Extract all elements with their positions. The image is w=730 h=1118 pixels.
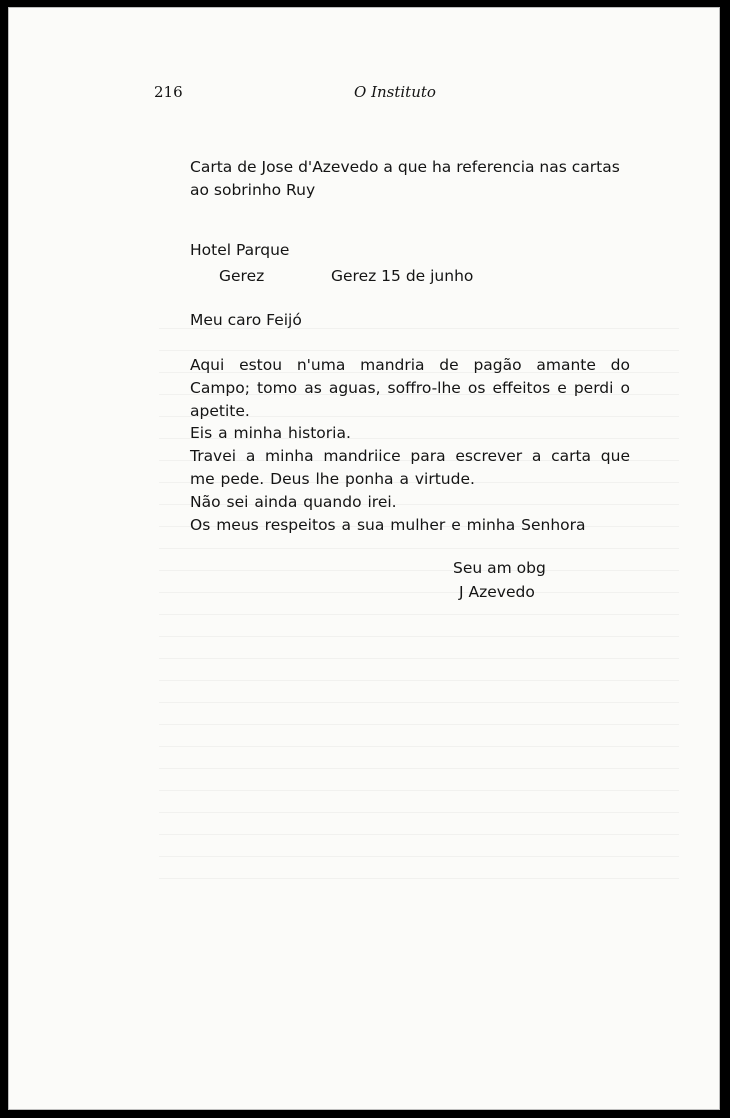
signature: J Azevedo	[459, 583, 535, 601]
body-paragraph: Os meus respeitos a sua mulher e minha Senhora	[190, 516, 586, 534]
page-header	[9, 83, 719, 107]
letter-heading: Carta de Jose d'Azevedo a que ha referencia nas cartas ao sobrinho Ruy	[190, 158, 620, 199]
closing: Seu am obg	[453, 559, 546, 577]
letter-date: Gerez 15 de junho	[331, 267, 474, 285]
running-head: O Instituto	[354, 83, 436, 101]
page-number: 216	[154, 83, 183, 101]
body-paragraph: Eis a minha historia.	[190, 424, 351, 442]
body-paragraph: Travei a minha mandriice para escrever a carta que me pede. Deus lhe ponha a virtude.	[190, 447, 630, 488]
salutation: Meu caro Feijó	[190, 311, 302, 329]
address-line-place: Gerez	[219, 267, 265, 285]
body-paragraph: Aqui estou n'uma mandria de pagão amante do Campo; tomo as aguas, soffro-lhe os effeitos e perdi o apetite.	[190, 356, 630, 420]
book-page	[8, 7, 720, 1110]
address-line-hotel: Hotel Parque	[190, 241, 290, 259]
body-paragraph: Não sei ainda quando irei.	[190, 493, 397, 511]
